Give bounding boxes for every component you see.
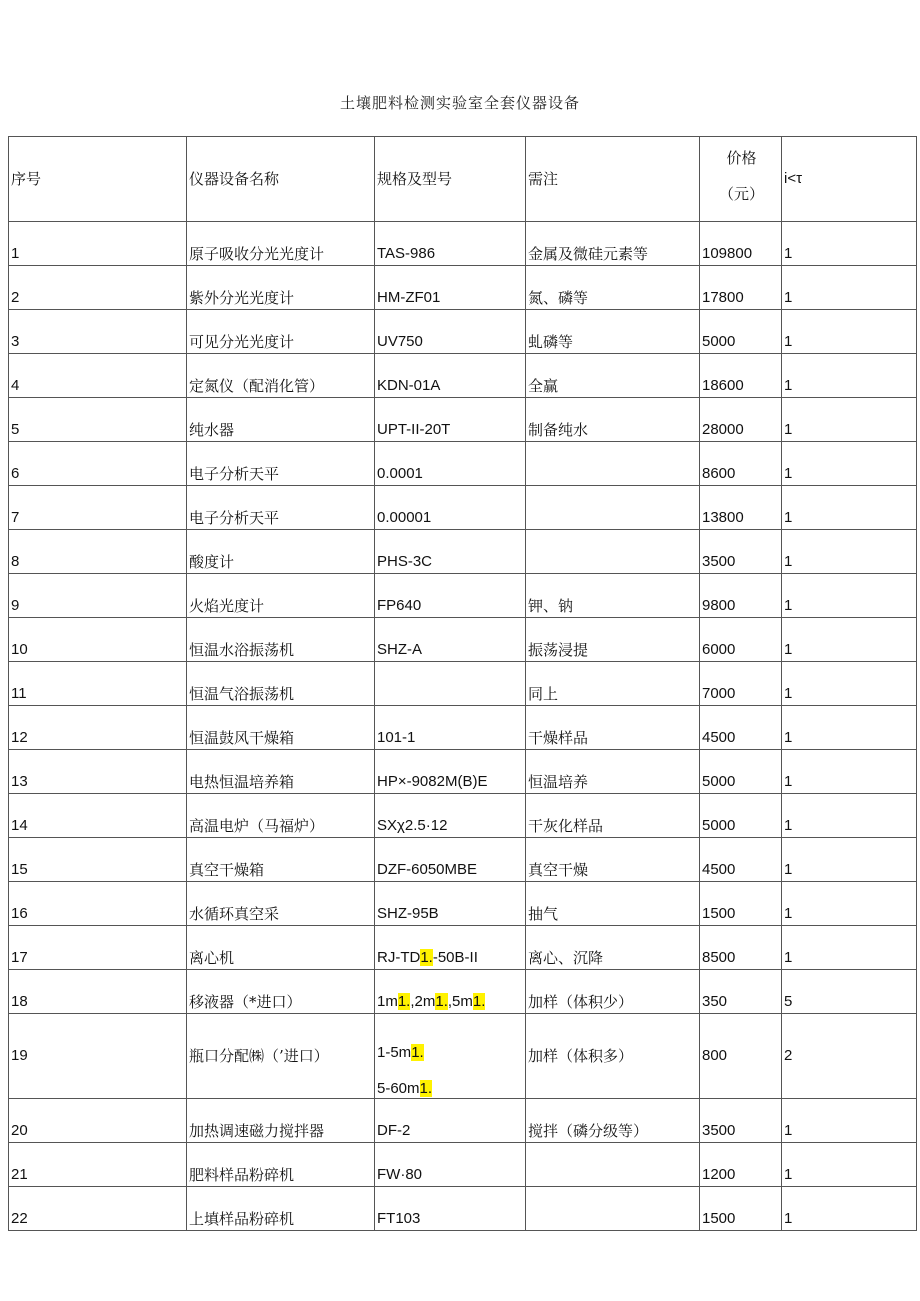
cell-name: 原子吸收分光光度计 (187, 222, 375, 266)
cell-name: 上填样品粉碎机 (187, 1187, 375, 1231)
cell-qty: 1 (782, 574, 917, 618)
cell-price: 6000 (700, 618, 782, 662)
cell-no: 19 (9, 1014, 187, 1099)
spec-part: ,5m (447, 993, 473, 1010)
spec-part: 1m (377, 993, 398, 1010)
cell-spec: FW·80 (375, 1143, 526, 1187)
cell-note: 金属及微硅元素等 (526, 222, 700, 266)
cell-spec: KDN-01A (375, 354, 526, 398)
cell-qty: 1 (782, 398, 917, 442)
header-price (700, 137, 782, 222)
cell-note (526, 1187, 700, 1231)
cell-spec: TAS-986 (375, 222, 526, 266)
cell-spec: UV750 (375, 310, 526, 354)
cell-note: 干灰化样品 (526, 794, 700, 838)
cell-qty: 2 (782, 1014, 917, 1099)
table-row (9, 970, 917, 1014)
cell-spec: FP640 (375, 574, 526, 618)
spec-part: RJ-TD (377, 949, 421, 966)
table-row (9, 1143, 917, 1187)
cell-price: 5000 (700, 794, 782, 838)
document-title: 土壤肥料检测实验室全套仪器设备 (339, 94, 580, 112)
cell-qty: 1 (782, 1143, 917, 1187)
cell-price: 8500 (700, 926, 782, 970)
cell-spec: 101-1 (375, 706, 526, 750)
cell-price: 1500 (700, 882, 782, 926)
cell-note: 抽气 (526, 882, 700, 926)
cell-name: 恒温气浴振荡机 (187, 662, 375, 706)
cell-no: 4 (9, 354, 187, 398)
cell-name: 移液器（*进口） (187, 970, 375, 1014)
table-header-row (9, 137, 917, 222)
cell-note: 干燥样品 (526, 706, 700, 750)
cell-no: 2 (9, 266, 187, 310)
cell-no: 15 (9, 838, 187, 882)
table-row (9, 1099, 917, 1143)
header-note: 需注 (526, 137, 700, 222)
cell-no: 14 (9, 794, 187, 838)
cell-qty: 1 (782, 486, 917, 530)
cell-price: 18600 (700, 354, 782, 398)
cell-price: 8600 (700, 442, 782, 486)
spec-part: 1. (397, 993, 411, 1010)
cell-note: 恒温培养 (526, 750, 700, 794)
cell-note: 钾、钠 (526, 574, 700, 618)
table-row (9, 618, 917, 662)
cell-spec: FT103 (375, 1187, 526, 1231)
cell-qty: 1 (782, 222, 917, 266)
cell-qty: 1 (782, 706, 917, 750)
cell-no: 17 (9, 926, 187, 970)
cell-no: 22 (9, 1187, 187, 1231)
cell-note: 离心、沉降 (526, 926, 700, 970)
cell-price: 5000 (700, 750, 782, 794)
cell-spec: DF-2 (375, 1099, 526, 1143)
table-row (9, 794, 917, 838)
cell-name: 电热恒温培养箱 (187, 750, 375, 794)
cell-no: 13 (9, 750, 187, 794)
cell-spec: SHZ-95B (375, 882, 526, 926)
cell-name: 火焰光度计 (187, 574, 375, 618)
cell-qty: 1 (782, 310, 917, 354)
table-row (9, 442, 917, 486)
table-row (9, 882, 917, 926)
equipment-table (8, 136, 917, 1231)
spec-part: 1. (435, 993, 448, 1010)
spec-line (377, 1080, 525, 1098)
table-row (9, 530, 917, 574)
cell-note: 同上 (526, 662, 700, 706)
header-qty: i<τ (782, 137, 917, 222)
cell-spec: HM-ZF01 (375, 266, 526, 310)
cell-spec: PHS-3C (375, 530, 526, 574)
header-name: 仪器设备名称 (187, 137, 375, 222)
cell-no: 20 (9, 1099, 187, 1143)
header-price-unit: （元） (718, 185, 764, 203)
cell-no: 9 (9, 574, 187, 618)
cell-spec: UPT-II-20T (375, 398, 526, 442)
cell-price: 1200 (700, 1143, 782, 1187)
spec-part: 5-60m (377, 1080, 420, 1097)
table-row (9, 838, 917, 882)
cell-note: 振荡浸提 (526, 618, 700, 662)
cell-name: 真空干燥箱 (187, 838, 375, 882)
cell-price: 350 (700, 970, 782, 1014)
cell-spec (375, 926, 526, 970)
cell-qty: 1 (782, 1099, 917, 1143)
cell-note: 真空干燥 (526, 838, 700, 882)
cell-qty: 1 (782, 354, 917, 398)
cell-no: 3 (9, 310, 187, 354)
cell-spec (375, 970, 526, 1014)
spec-part: 1. (419, 1080, 433, 1097)
cell-qty: 1 (782, 442, 917, 486)
header-price-label: 价格 (726, 149, 757, 167)
cell-note: 虬磷等 (526, 310, 700, 354)
cell-no: 11 (9, 662, 187, 706)
cell-price: 5000 (700, 310, 782, 354)
cell-price: 3500 (700, 1099, 782, 1143)
cell-qty: 1 (782, 794, 917, 838)
cell-name: 紫外分光光度计 (187, 266, 375, 310)
spec-line (377, 1044, 525, 1062)
cell-spec: 0.0001 (375, 442, 526, 486)
cell-note: 全赢 (526, 354, 700, 398)
cell-no: 6 (9, 442, 187, 486)
cell-name: 肥料样品粉碎机 (187, 1143, 375, 1187)
table-row (9, 662, 917, 706)
cell-note (526, 442, 700, 486)
cell-qty: 1 (782, 1187, 917, 1231)
table-row (9, 486, 917, 530)
cell-price: 4500 (700, 706, 782, 750)
cell-note: 加样（体积多） (526, 1014, 700, 1099)
cell-spec: DZF-6050MBE (375, 838, 526, 882)
header-no: 序号 (9, 137, 187, 222)
spec-part: -50B-II (432, 949, 478, 966)
spec-part: 1. (420, 949, 433, 966)
table-row (9, 1187, 917, 1231)
cell-no: 5 (9, 398, 187, 442)
cell-name: 定氮仪（配消化管） (187, 354, 375, 398)
cell-no: 10 (9, 618, 187, 662)
cell-name: 瓶口分配㈱（’进口） (187, 1014, 375, 1099)
spec-part: 1. (472, 993, 486, 1010)
cell-note: 搅拌（磷分级等） (526, 1099, 700, 1143)
spec-part: 1-5m (377, 1044, 412, 1061)
table-row (9, 750, 917, 794)
cell-note (526, 530, 700, 574)
cell-price: 9800 (700, 574, 782, 618)
cell-no: 8 (9, 530, 187, 574)
cell-spec: 0.00001 (375, 486, 526, 530)
cell-note: 加样（体积少） (526, 970, 700, 1014)
cell-name: 恒温水浴振荡机 (187, 618, 375, 662)
cell-spec: SXχ2.5·12 (375, 794, 526, 838)
cell-note (526, 1143, 700, 1187)
table-row (9, 222, 917, 266)
cell-note: 制备纯水 (526, 398, 700, 442)
cell-name: 电子分析天平 (187, 442, 375, 486)
cell-qty: 1 (782, 530, 917, 574)
cell-name: 加热调速磁力搅拌器 (187, 1099, 375, 1143)
cell-price: 4500 (700, 838, 782, 882)
table-row (9, 926, 917, 970)
cell-no: 21 (9, 1143, 187, 1187)
cell-qty: 1 (782, 750, 917, 794)
table-row (9, 266, 917, 310)
table-row (9, 706, 917, 750)
cell-no: 16 (9, 882, 187, 926)
cell-price: 7000 (700, 662, 782, 706)
header-spec: 规格及型号 (375, 137, 526, 222)
table-row (9, 310, 917, 354)
cell-name: 恒温鼓风干燥箱 (187, 706, 375, 750)
cell-qty: 1 (782, 662, 917, 706)
cell-qty: 1 (782, 838, 917, 882)
cell-spec: SHZ-A (375, 618, 526, 662)
table-row (9, 1014, 917, 1099)
cell-qty: 5 (782, 970, 917, 1014)
table-row (9, 354, 917, 398)
cell-qty: 1 (782, 926, 917, 970)
cell-price: 1500 (700, 1187, 782, 1231)
cell-name: 水循环真空采 (187, 882, 375, 926)
cell-name: 酸度计 (187, 530, 375, 574)
cell-no: 7 (9, 486, 187, 530)
cell-note (526, 486, 700, 530)
cell-name: 可见分光光度计 (187, 310, 375, 354)
cell-no: 18 (9, 970, 187, 1014)
cell-price: 17800 (700, 266, 782, 310)
cell-no: 1 (9, 222, 187, 266)
cell-spec: HP×-9082M(B)E (375, 750, 526, 794)
cell-qty: 1 (782, 618, 917, 662)
cell-no: 12 (9, 706, 187, 750)
table-row (9, 574, 917, 618)
cell-price: 28000 (700, 398, 782, 442)
cell-name: 高温电炉（马福炉） (187, 794, 375, 838)
cell-price: 109800 (700, 222, 782, 266)
cell-name: 离心机 (187, 926, 375, 970)
cell-spec (375, 1014, 526, 1099)
cell-price: 800 (700, 1014, 782, 1099)
cell-qty: 1 (782, 882, 917, 926)
spec-part: 1. (411, 1044, 424, 1061)
cell-name: 纯水器 (187, 398, 375, 442)
cell-spec (375, 662, 526, 706)
cell-price: 3500 (700, 530, 782, 574)
spec-part: ,2m (410, 993, 436, 1010)
cell-qty: 1 (782, 266, 917, 310)
cell-price: 13800 (700, 486, 782, 530)
cell-name: 电子分析天平 (187, 486, 375, 530)
table-row (9, 398, 917, 442)
cell-note: 氮、磷等 (526, 266, 700, 310)
